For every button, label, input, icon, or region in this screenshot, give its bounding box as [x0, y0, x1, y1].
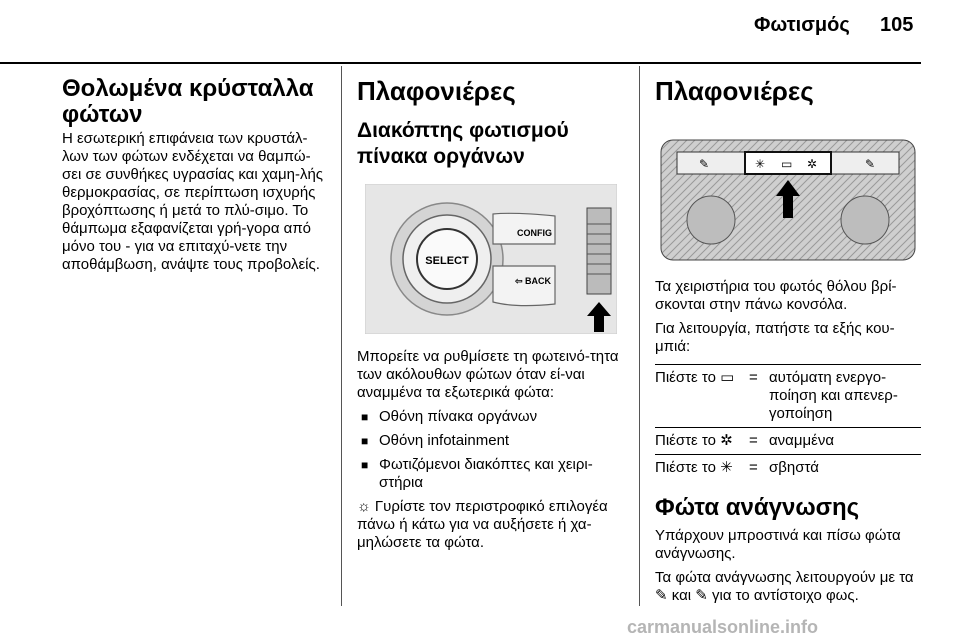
table-row [655, 454, 921, 481]
lamp-off-icon: ✳ [755, 157, 766, 171]
reading-lights-usage-text: Τα φώτα ανάγνωσης λειτουργούν με τα ✎ και ✎ για το αντίστοιχο φως. [655, 569, 914, 604]
section-title-fogged-lenses: Θολωμένα κρύσταλλα φώτων [62, 75, 314, 128]
dimmer-thumbwheel [587, 208, 611, 294]
column-divider [341, 66, 342, 606]
lamp-on-icon: ✲ [720, 432, 733, 449]
table-desc: αναμμένα [769, 432, 834, 449]
table-eq: = [749, 369, 758, 386]
overhead-console-figure [659, 136, 917, 266]
table-desc: σβηστά [769, 459, 819, 476]
table-eq: = [749, 432, 758, 449]
left-column [62, 66, 328, 274]
section-title-reading-lights: Φώτα ανάγνωσης [655, 494, 860, 521]
list-item: ■ Οθόνη πίνακα οργάνων [357, 408, 623, 426]
table-term: Πιέστε το ✳ [655, 459, 733, 476]
reading-light-left-icon: ✎ [655, 587, 668, 604]
table-row [655, 364, 921, 427]
reading-lights-text: Υπάρχουν μπροστινά και πίσω φώτα ανάγνωσης. [655, 527, 901, 562]
dimmer-symbol-icon: ☼ [357, 498, 371, 515]
header-rule [0, 62, 921, 64]
table-term: Πιέστε το ▭ [655, 369, 735, 386]
instrument-panel-figure [365, 184, 617, 334]
fogged-lenses-text: Η εσωτερική επιφάνεια των κρυστάλ-λων των φώτων ενδέχεται να θαμπώ-σει σε συνθήκες υγρασίας και χαμη-λής θερμοκρασίας, σε περίπτωση ισχυρής βροχόπτωσης ή μετά το πλύ-σιμο. Το θάμπωμα εξαφανίζεται γρή-γορα από μόνο του - για να επιταχύ-νετε την αποθάμβωση, ανάψτε τους προβολείς. [62, 130, 324, 273]
back-label: ⇦ BACK [515, 276, 552, 286]
page-header-title: Φωτισμός [754, 14, 850, 36]
table-row [655, 427, 921, 454]
front-reading-lamp-left [687, 196, 735, 244]
list-item: ■ Φωτιζόμενοι διακόπτες και χειρι-στήρια [357, 456, 623, 492]
select-label: SELECT [425, 255, 469, 267]
door-icon: ▭ [720, 369, 735, 386]
door-icon: ▭ [781, 157, 793, 171]
section-title-dome-lights-right: Πλαφονιέρες [655, 76, 814, 106]
dimmer-intro-text: Μπορείτε να ρυθμίσετε τη φωτεινό-τητα των ακόλουθων φώτων όταν εί-ναι αναμμένα τα εξωτερικά φώτα: [357, 348, 619, 401]
subsection-title-instrument-panel: Διακόπτης φωτισμού πίνακα οργάνων [357, 119, 569, 168]
lamp-on-icon: ✲ [807, 157, 818, 171]
front-reading-lamp-right [841, 196, 889, 244]
reading-light-left-icon: ✎ [699, 157, 710, 171]
page-number: 105 [880, 14, 914, 36]
table-eq: = [749, 459, 758, 476]
table-term: Πιέστε το ✲ [655, 432, 733, 449]
reading-light-right-icon: ✎ [695, 587, 708, 604]
table-desc: αυτόματη ενεργο-ποίηση και απενερ-γοποίηση [769, 369, 898, 422]
list-item: ■ Οθόνη infotainment [357, 432, 623, 450]
section-title-dome-lights: Πλαφονιέρες [357, 76, 516, 106]
config-label: CONFIG [517, 228, 552, 238]
right-column [655, 66, 921, 605]
dome-controls-text: Τα χειριστήρια του φωτός θόλου βρί-σκονται στην πάνω κονσόλα. [655, 278, 897, 313]
column-divider [639, 66, 640, 606]
middle-column [357, 66, 623, 552]
dome-button-table [655, 364, 921, 481]
dome-instruction-text: Για λειτουργία, πατήστε τα εξής κου-μπιά: [655, 320, 895, 355]
dimmer-list [357, 408, 623, 492]
lamp-off-icon: ✳ [720, 459, 733, 476]
reading-light-right-icon: ✎ [865, 157, 876, 171]
dimmer-instruction-text: ☼ Γυρίστε τον περιστροφικό επιλογέα πάνω ή κάτω για να αυξήσετε ή χα-μηλώσετε τα φώτα. [357, 498, 608, 551]
watermark: carmanualsonline.info [627, 617, 819, 637]
